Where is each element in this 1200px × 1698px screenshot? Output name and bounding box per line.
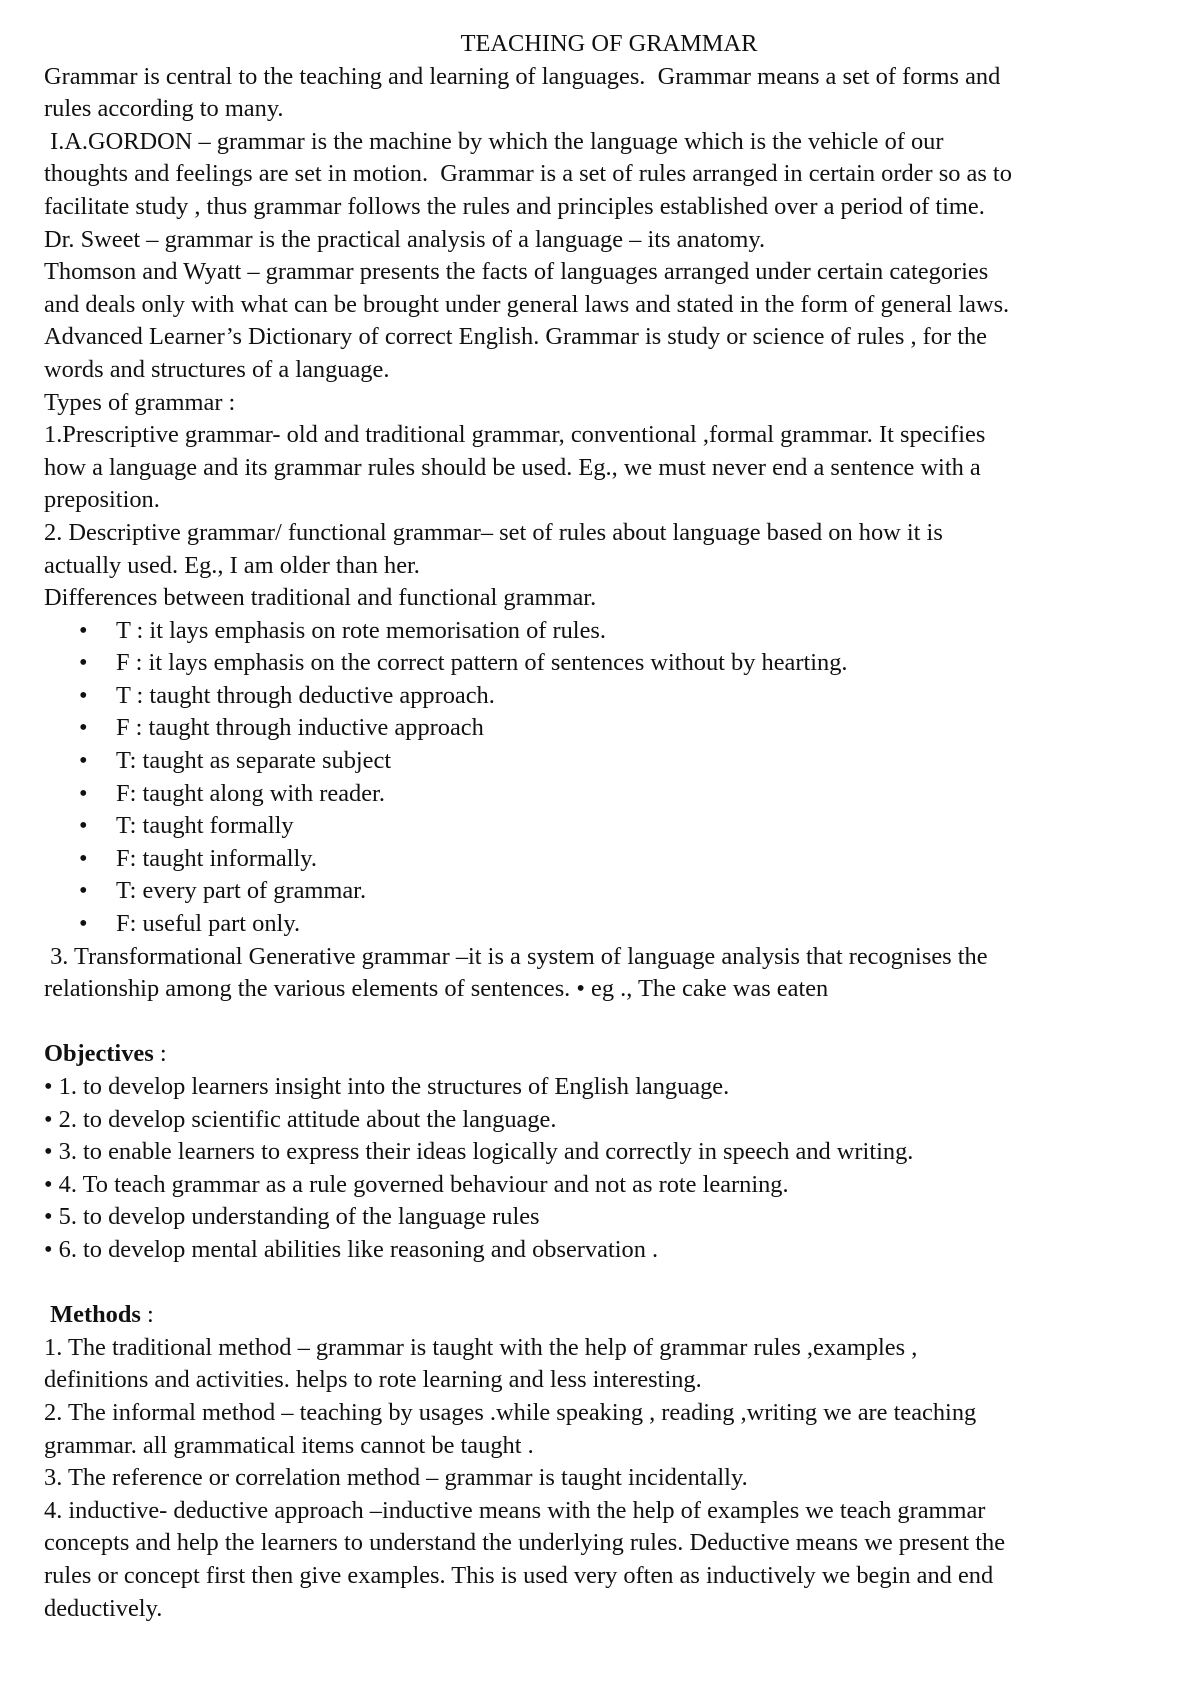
bullet-icon: •	[79, 714, 88, 742]
text-line: 2. Descriptive grammar/ functional grammar– set of rules about language based on how it is	[44, 518, 943, 546]
text-line: Thomson and Wyatt – grammar presents the facts of languages arranged under certain categories	[44, 258, 989, 286]
list-item	[44, 908, 1174, 941]
list-item	[44, 712, 1174, 745]
list-item	[44, 745, 1174, 778]
text-line: Dr. Sweet – grammar is the practical analysis of a language – its anatomy.	[44, 225, 766, 253]
text-line: grammar. all grammatical items cannot be taught .	[44, 1431, 534, 1459]
list-item-text: F: taught along with reader.	[116, 779, 385, 807]
text-line: 3. The reference or correlation method – grammar is taught incidentally.	[44, 1464, 748, 1492]
bullet-icon: •	[79, 779, 88, 807]
spacer	[44, 1006, 1174, 1039]
spacer	[44, 1267, 1174, 1300]
list-item: • 3. to enable learners to express their ideas logically and correctly in speech and writing.	[44, 1138, 914, 1166]
text-line: Advanced Learner’s Dictionary of correct English. Grammar is study or science of rules , for the	[44, 323, 987, 351]
heading-colon: :	[153, 1040, 167, 1068]
text-line: preposition.	[44, 486, 160, 514]
list-item	[44, 778, 1174, 811]
objectives-heading: Objectives	[44, 1040, 154, 1068]
list-item-text: F : taught through inductive approach	[116, 714, 484, 742]
list-item-text: T : it lays emphasis on rote memorisation of rules.	[116, 616, 606, 644]
list-item-text: T: taught as separate subject	[116, 747, 392, 775]
list-item	[44, 875, 1174, 908]
bullet-icon: •	[79, 910, 88, 938]
text-line: words and structures of a language.	[44, 355, 390, 383]
list-item-text: F: useful part only.	[116, 910, 301, 938]
bullet-icon: •	[79, 649, 88, 677]
list-item: • 4. To teach grammar as a rule governed behaviour and not as rote learning.	[44, 1170, 789, 1198]
objectives-heading-line	[44, 1038, 1174, 1071]
methods-heading-line	[44, 1299, 1174, 1332]
bullet-icon: •	[79, 844, 88, 872]
types-heading: Types of grammar :	[44, 388, 236, 416]
text-line: 3. Transformational Generative grammar –it is a system of language analysis that recognises the	[44, 942, 988, 970]
list-item: • 2. to develop scientific attitude about the language.	[44, 1105, 557, 1133]
text-line: 1. The traditional method – grammar is taught with the help of grammar rules ,examples ,	[44, 1333, 918, 1361]
text-line: how a language and its grammar rules should be used. Eg., we must never end a sentence with a	[44, 453, 981, 481]
list-item-text: T : taught through deductive approach.	[116, 681, 495, 709]
list-item	[44, 810, 1174, 843]
heading-colon: :	[140, 1301, 154, 1329]
text-line: facilitate study , thus grammar follows the rules and principles established over a period of time.	[44, 192, 985, 220]
bullet-icon: •	[79, 747, 88, 775]
text-line: and deals only with what can be brought under general laws and stated in the form of general laws.	[44, 290, 1010, 318]
differences-heading: Differences between traditional and functional grammar.	[44, 584, 597, 612]
list-item	[44, 647, 1174, 680]
list-item	[44, 843, 1174, 876]
list-item	[44, 680, 1174, 713]
list-item-text: T: every part of grammar.	[116, 877, 367, 905]
document-page	[44, 28, 1174, 1625]
objectives-section	[44, 1038, 1174, 1266]
text-line: 4. inductive- deductive approach –inductive means with the help of examples we teach grammar	[44, 1496, 986, 1524]
text-line: definitions and activities. helps to rote learning and less interesting.	[44, 1366, 702, 1394]
list-item: • 5. to develop understanding of the language rules	[44, 1203, 540, 1231]
text-line: deductively.	[44, 1594, 163, 1622]
text-line: Grammar is central to the teaching and learning of languages. Grammar means a set of forms and	[44, 62, 1001, 90]
methods-heading: Methods	[44, 1301, 141, 1329]
intro-section	[44, 61, 1174, 615]
page-title: TEACHING OF GRAMMAR	[460, 30, 758, 57]
text-line: 1.Prescriptive grammar- old and traditional grammar, conventional ,formal grammar. It specifies	[44, 421, 986, 449]
text-line: I.A.GORDON – grammar is the machine by which the language which is the vehicle of our	[44, 127, 944, 155]
text-line: relationship among the various elements of sentences. • eg ., The cake was eaten	[44, 975, 829, 1003]
text-line: 2. The informal method – teaching by usages .while speaking , reading ,writing we are teaching	[44, 1398, 977, 1426]
list-item-text: F : it lays emphasis on the correct pattern of sentences without by hearting.	[116, 649, 848, 677]
text-line: thoughts and feelings are set in motion. Grammar is a set of rules arranged in certain order so as to	[44, 160, 1012, 188]
transformational-section	[44, 941, 1174, 1006]
text-line: rules according to many.	[44, 95, 284, 123]
list-item	[44, 615, 1174, 648]
bullet-icon: •	[79, 812, 88, 840]
bullet-icon: •	[79, 681, 88, 709]
bullet-icon: •	[79, 616, 88, 644]
list-item-text: F: taught informally.	[116, 844, 317, 872]
text-line: concepts and help the learners to understand the underlying rules. Deductive means we present the	[44, 1529, 1006, 1557]
list-item: • 1. to develop learners insight into the structures of English language.	[44, 1073, 730, 1100]
differences-list	[44, 615, 1174, 941]
bullet-icon: •	[79, 877, 88, 905]
list-item: • 6. to develop mental abilities like reasoning and observation .	[44, 1235, 659, 1263]
list-item-text: T: taught formally	[116, 812, 294, 840]
text-line: rules or concept first then give examples. This is used very often as inductively we begin and end	[44, 1561, 994, 1589]
text-line: actually used. Eg., I am older than her.	[44, 551, 420, 579]
methods-section	[44, 1299, 1174, 1625]
